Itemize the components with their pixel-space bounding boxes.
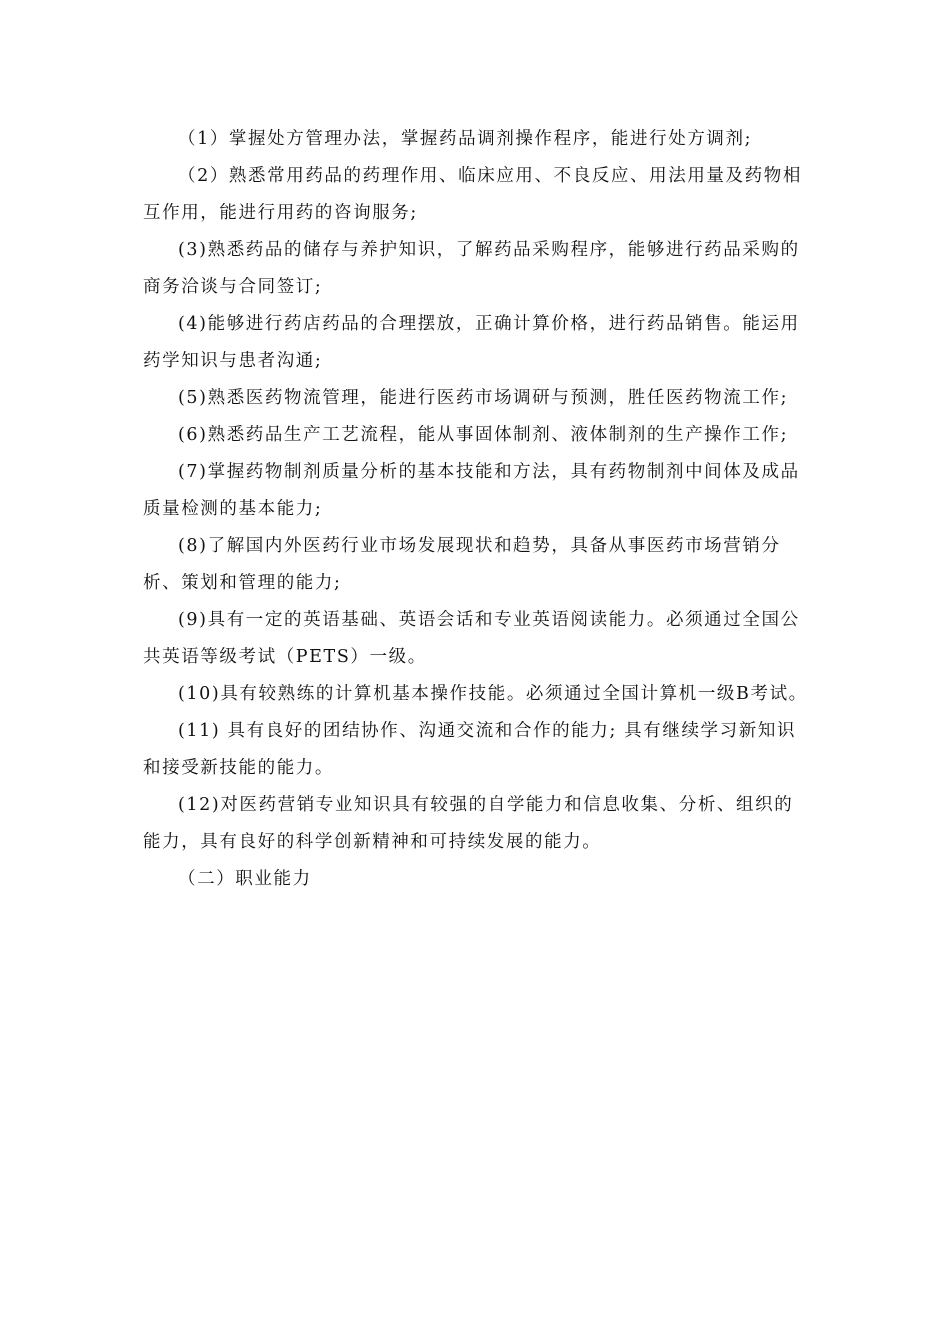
section-heading: （二）职业能力 — [178, 869, 312, 889]
paragraph-7: (7)掌握药物制剂质量分析的基本技能和方法，具有药物制剂中间体及成品质量检测的基本能力; — [143, 462, 800, 519]
paragraph-2: （2）熟悉常用药品的药理作用、临床应用、不良反应、用法用量及药物相互作用，能进行用药的咨询服务; — [143, 166, 802, 223]
paragraph-12: (12)对医药营销专业知识具有较强的自学能力和信息收集、分析、组织的能力，具有良好的科学创新精神和可持续发展的能力。 — [143, 795, 794, 852]
paragraph-8: (8)了解国内外医药行业市场发展现状和趋势，具备从事医药市场营销分析、策划和管理的能力; — [143, 536, 781, 593]
paragraph-1: （1）掌握处方管理办法，掌握药品调剂操作程序，能进行处方调剂; — [178, 129, 753, 149]
paragraph-6: (6)熟悉药品生产工艺流程，能从事固体制剂、液体制剂的生产操作工作; — [178, 425, 789, 445]
paragraph-5: (5)熟悉医药物流管理，能进行医药市场调研与预测，胜任医药物流工作; — [178, 388, 789, 408]
paragraph-10: (10)具有较熟练的计算机基本操作技能。必须通过全国计算机一级B考试。 — [178, 684, 808, 704]
paragraph-11: (11) 具有良好的团结协作、沟通交流和合作的能力; 具有继续学习新知识和接受新技能的能力。 — [143, 721, 797, 778]
paragraph-9: (9)具有一定的英语基础、英语会话和专业英语阅读能力。必须通过全国公共英语等级考试（PETS）一级。 — [143, 610, 800, 667]
paragraph-4: (4)能够进行药店药品的合理摆放，正确计算价格，进行药品销售。能运用药学知识与患者沟通; — [143, 314, 800, 371]
document-body — [143, 121, 808, 898]
paragraph-3: (3)熟悉药品的储存与养护知识，了解药品采购程序，能够进行药品采购的商务洽谈与合同签订; — [143, 240, 800, 297]
